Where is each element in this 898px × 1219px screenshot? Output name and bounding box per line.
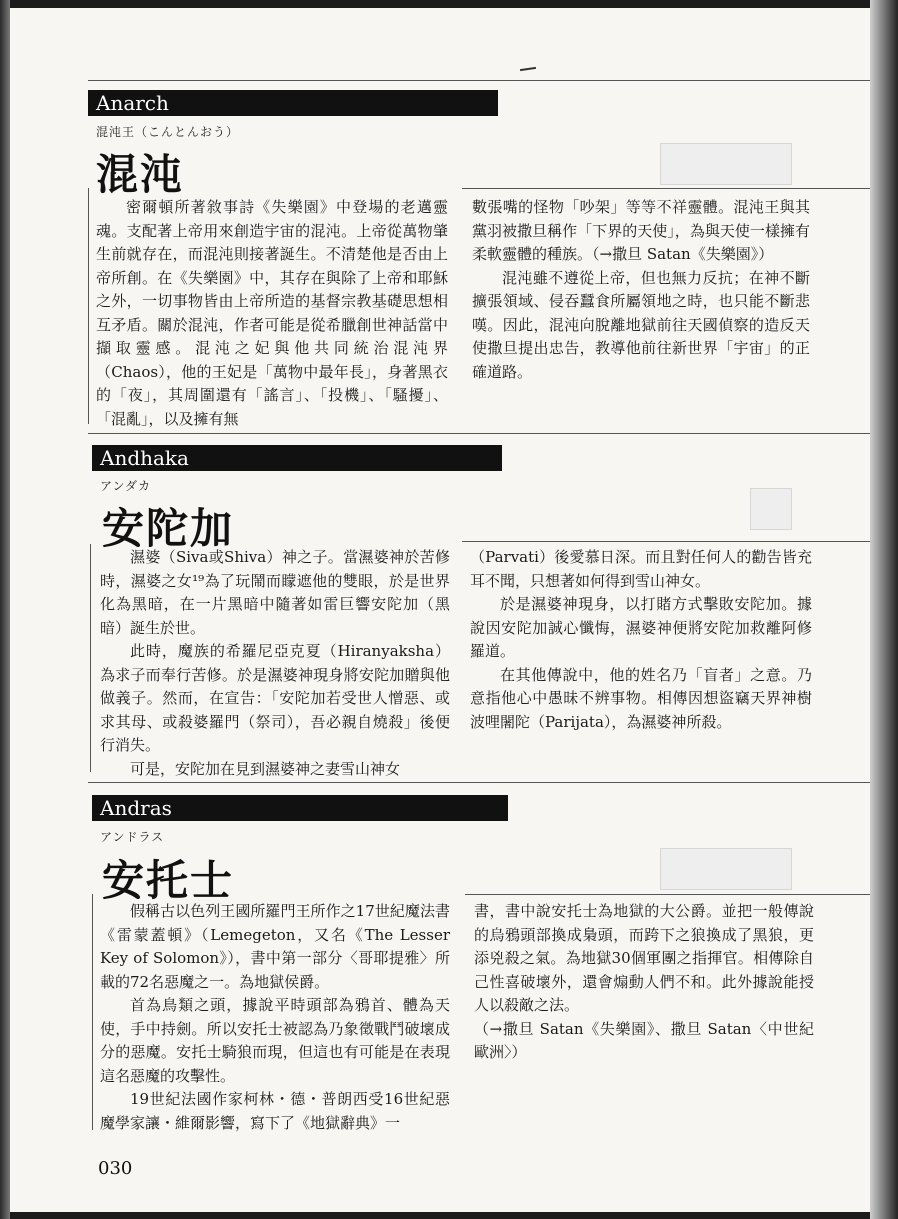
entry-left-column (100, 546, 450, 781)
bleed-through-box (660, 143, 792, 185)
paragraph: 19世紀法國作家柯林・德・普朗西受16世紀惡魔學家讓・維爾影響，寫下了《地獄辭典》一 (100, 1090, 450, 1132)
paragraph: 濕婆（Siva或Shiva）神之子。當濕婆神於苦修時，濕婆之女¹⁹為了玩鬧而矇遮他的雙眼，於是世界化為黑暗，在一片黑暗中隨著如雷巨響安陀加（黑暗）誕生於世。 (100, 548, 450, 637)
rule-line (88, 80, 878, 81)
book-page (10, 8, 878, 1212)
paragraph: 混沌雖不遵從上帝，但也無力反抗；在神不斷擴張領域、侵吞蠶食所屬領地之時，也只能不斷悲嘆。因此，混沌向脫離地獄前往天國偵察的造反天使撒旦提出忠告，教導他前往新世界「宇宙」的正確道路。 (472, 268, 810, 381)
stray-mark (520, 67, 536, 71)
paragraph: 假稱古以色列王國所羅門王所作之17世紀魔法書《雷蒙蓋頓》（Lemegeton，又名《The Lesser Key of Solomon》），書中第一部分〈哥耶提雅〉所載的72名惡魔之一。為地獄侯爵。 (100, 902, 450, 991)
facing-page-edge (870, 0, 898, 1219)
page-number: 030 (98, 1158, 133, 1179)
entry-reading: アンドラス (100, 830, 165, 844)
bleed-through-box (750, 488, 792, 530)
entry-title: 安陀加 (102, 504, 235, 553)
entry-left-column (96, 196, 448, 431)
rule-line (88, 782, 878, 783)
bleed-through-box (660, 848, 792, 890)
entry-right-column (472, 196, 810, 384)
column-rule (88, 188, 89, 424)
binding-edge (0, 0, 10, 1219)
paragraph: 密爾頓所著敘事詩《失樂園》中登場的老邁靈魂。支配著上帝用來創造宇宙的混沌。上帝從萬物肇生前就存在，而混沌則接著誕生。不清楚他是否由上帝所創。在《失樂園》中，其存在與除了上帝和耶穌之外，一切事物皆由上帝所造的基督宗教基礎思想相互矛盾。關於混沌，作者可能是從希臘創世神話當中擷取靈感。混沌之妃與他共同統治混沌界（Chaos），他的王妃是「萬物中最年長」，身著黑衣的「夜」，其周圍還有「謠言」、「投機」、「騷擾」、「混亂」，以及擁有無 (96, 198, 448, 428)
paragraph: 於是濕婆神現身，以打賭方式擊敗安陀加。據說因安陀加誠心懺悔，濕婆神便將安陀加救離阿修羅道。 (470, 595, 812, 660)
rule-line (462, 541, 878, 542)
entry-banner: Andras (92, 795, 508, 821)
rule-line (465, 894, 878, 895)
entry-reading: 混沌王（こんとんおう） (96, 125, 240, 139)
column-rule (92, 894, 93, 1130)
entry-title: 安托士 (102, 856, 235, 905)
entry-left-column (100, 900, 450, 1135)
paragraph: 書，書中說安托士為地獄的大公爵。並把一般傳說的烏鴉頭部換成梟頭，而跨下之狼換成了黑狼，更添兇殺之氣。為地獄30個軍團之指揮官。相傳除自己性喜破壞外，還會煽動人們不和。此外據說能授人以殺敵之法。 (474, 902, 814, 1014)
paragraph: 可是，安陀加在見到濕婆神之妻雪山神女 (130, 759, 401, 778)
paragraph: 數張嘴的怪物「吵架」等等不祥靈體。混沌王與其黨羽被撒旦稱作「下界的天使」，為與天使一樣擁有柔軟靈體的種族。（→撒旦 Satan《失樂園》） (472, 198, 810, 263)
rule-line (88, 433, 878, 434)
rule-line (462, 188, 878, 189)
paragraph: （→撒旦 Satan《失樂園》、撒旦 Satan〈中世紀歐洲〉） (474, 1019, 814, 1061)
paragraph: 此時，魔族的希羅尼亞克夏（Hiranyaksha）為求子而奉行苦修。於是濕婆神現身將安陀加贈與他做義子。然而，在宣告：「安陀加若受世人憎惡、或求其母、或殺婆羅門（祭司），吾必親自燒殺」後便行消失。 (100, 642, 450, 754)
entry-banner: Andhaka (92, 445, 502, 471)
paragraph: （Parvati）後愛慕日深。而且對任何人的勸告皆充耳不聞，只想著如何得到雪山神女。 (470, 548, 812, 590)
column-rule (90, 544, 91, 772)
entry-title: 混沌 (96, 150, 185, 199)
entry-reading: アンダカ (100, 479, 152, 493)
paragraph: 在其他傳說中，他的姓名乃「盲者」之意。乃意指他心中愚昧不辨事物。相傳因想盜竊天界神樹波哩闍陀（Parijata），為濕婆神所殺。 (470, 665, 812, 731)
entry-banner: Anarch (88, 90, 498, 116)
paragraph: 首為鳥類之頭，據說平時頭部為鴉首、體為天使，手中持劍。所以安托士被認為乃象徵戰鬥破壞成分的惡魔。安托士騎狼而現，但這也有可能是在表現這名惡魔的攻擊性。 (100, 996, 450, 1085)
entry-right-column (470, 546, 812, 734)
entry-right-column (474, 900, 814, 1065)
